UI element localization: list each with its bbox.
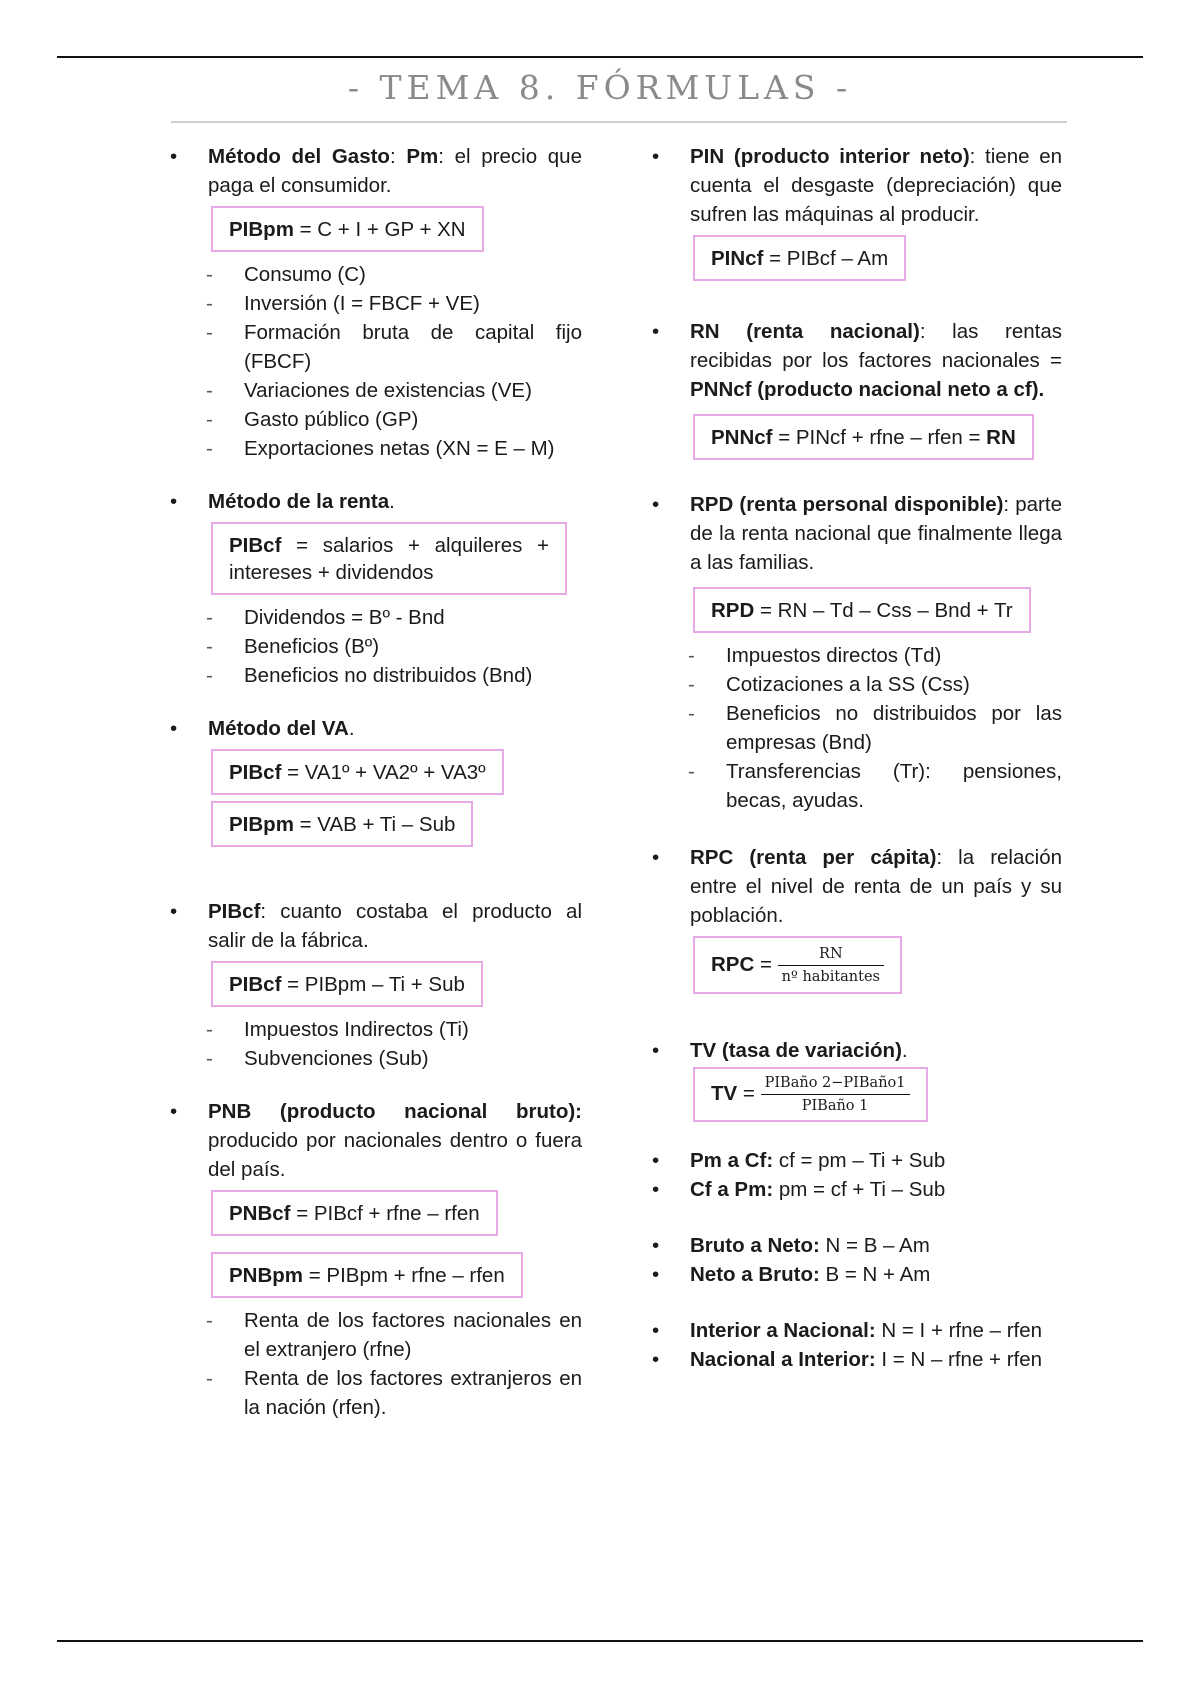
- section-desc: : la relación entre el nivel de renta de un país y su población.: [690, 846, 1062, 927]
- formula-lhs: PIBcf: [229, 534, 282, 557]
- right-column: [652, 142, 1062, 1374]
- separator: .: [348, 717, 355, 740]
- conversion-label: Bruto a Neto:: [690, 1234, 820, 1257]
- list-item: [652, 1146, 1062, 1175]
- section-desc: : el precio que paga el consumidor.: [208, 145, 582, 197]
- section-lead: [208, 714, 582, 743]
- list-item: - Impuestos directos (Td): [652, 641, 1062, 670]
- formula-rhs: = VAB + Ti – Sub: [293, 813, 456, 836]
- conversion-formula: I = N – rfne + rfen: [875, 1348, 1043, 1371]
- formula-box: [693, 414, 1034, 460]
- formula-rhs: = VA1º + VA2º + VA3º: [281, 761, 486, 784]
- bullet-icon: •: [652, 1178, 660, 1201]
- conversion-formula: pm = cf + Ti – Sub: [773, 1178, 946, 1201]
- bullet-icon: •: [170, 900, 178, 923]
- formula-rhs: = salarios + alquileres + intereses + dividendos: [229, 534, 549, 584]
- section-lead: [690, 843, 1062, 930]
- section-pin: [652, 142, 1062, 287]
- formula-box: [211, 522, 567, 595]
- fraction: [761, 1073, 910, 1116]
- bullet-icon: •: [652, 1234, 660, 1257]
- dash-list: [208, 1306, 582, 1422]
- fraction: [778, 944, 884, 987]
- formula-lhs: PNBpm: [229, 1264, 304, 1287]
- formula-box: [211, 1190, 498, 1236]
- list-item: - Renta de los factores nacionales en el extranjero (rfne): [170, 1306, 582, 1364]
- formula-rhs: = PIBcf + rfne – rfen: [290, 1202, 480, 1225]
- section-tv: [652, 1036, 1062, 1128]
- section-rpc: [652, 843, 1062, 1000]
- list-item: [652, 1175, 1062, 1204]
- section-desc: : cuanto costaba el producto al salir de la fábrica.: [208, 900, 582, 952]
- page-title: - TEMA 8. FÓRMULAS -: [347, 68, 853, 107]
- formula-box: [211, 206, 484, 252]
- bullet-icon: •: [170, 145, 178, 168]
- formula-box: [211, 1252, 523, 1298]
- section-pibcf: [170, 897, 582, 1073]
- formula-box: [693, 1067, 928, 1122]
- equals-sign: =: [754, 952, 778, 976]
- conversion-label: Pm a Cf:: [690, 1149, 774, 1172]
- dash-list: [208, 1015, 582, 1073]
- section-metodo-va: [170, 714, 582, 853]
- section-title: RPD (renta personal disponible): [690, 493, 1004, 516]
- bullet-icon: •: [652, 1263, 660, 1286]
- dash-list: [208, 603, 582, 690]
- list-item: - Gasto público (GP): [170, 405, 582, 434]
- bullet-icon: •: [652, 1348, 660, 1371]
- bullet-icon: •: [652, 493, 660, 516]
- bullet-icon: •: [170, 490, 178, 513]
- conversion-group-interior-nacional: [652, 1316, 1062, 1374]
- bullet-icon: •: [652, 846, 660, 869]
- list-item: - Exportaciones netas (XN = E – M): [170, 434, 582, 463]
- bullet-icon: •: [652, 1039, 660, 1062]
- separator: .: [901, 1039, 908, 1062]
- bottom-rule: [57, 1640, 1143, 1642]
- fraction-denominator: nº habitantes: [781, 969, 880, 985]
- conversion-formula: N = B – Am: [819, 1234, 930, 1257]
- section-desc: : tiene en cuenta el desgaste (depreciación) que sufren las máquinas al producir.: [690, 145, 1062, 226]
- formula-lhs: RPC: [711, 952, 755, 976]
- fraction-numerator: RN: [778, 944, 884, 966]
- section-title: TV (tasa de variación): [690, 1039, 902, 1062]
- title-underline: [171, 121, 1067, 123]
- separator: .: [389, 490, 395, 513]
- formula-lhs: PNBcf: [229, 1202, 291, 1225]
- equals-sign: =: [737, 1081, 761, 1105]
- bullet-icon: •: [170, 1100, 178, 1123]
- section-title: Método del VA: [208, 717, 349, 740]
- left-column: [170, 142, 582, 1422]
- section-title: Método del Gasto: [208, 145, 390, 168]
- list-item: - Beneficios no distribuidos (Bnd): [170, 661, 582, 690]
- separator: :: [389, 145, 407, 168]
- term: Pm: [406, 145, 439, 168]
- section-title: PNB (producto nacional bruto):: [208, 1100, 582, 1123]
- formula-rhs: = PIBpm + rfne – rfen: [303, 1264, 505, 1287]
- bullet-icon: •: [652, 1319, 660, 1342]
- section-desc: : parte de la renta nacional que finalmente llega a las familias.: [690, 493, 1062, 574]
- section-lead: [208, 897, 582, 955]
- section-lead: [690, 142, 1062, 229]
- formula-box: [693, 936, 902, 994]
- list-item: - Subvenciones (Sub): [170, 1044, 582, 1073]
- formula-lhs: RPD: [711, 599, 755, 622]
- list-item: - Impuestos Indirectos (Ti): [170, 1015, 582, 1044]
- section-title: RN (renta nacional): [690, 320, 920, 343]
- bullet-icon: •: [652, 145, 660, 168]
- section-desc: : las rentas recibidas por los factores nacionales =: [690, 320, 1062, 372]
- formula-box: [693, 235, 906, 281]
- conversion-label: Cf a Pm:: [690, 1178, 774, 1201]
- list-item: - Consumo (C): [170, 260, 582, 289]
- list-item: - Beneficios no distribuidos por las empresas (Bnd): [652, 699, 1062, 757]
- formula-lhs: PIBcf: [229, 973, 282, 996]
- list-item: [652, 1316, 1062, 1345]
- list-item: - Variaciones de existencias (VE): [170, 376, 582, 405]
- section-metodo-renta: [170, 487, 582, 690]
- formula-rhs: = PIBpm – Ti + Sub: [281, 973, 465, 996]
- section-title: PIBcf: [208, 900, 261, 923]
- conversion-group-pm-cf: [652, 1146, 1062, 1204]
- section-lead: [690, 317, 1062, 404]
- section-rn: [652, 317, 1062, 466]
- list-item: - Cotizaciones a la SS (Css): [652, 670, 1062, 699]
- conversion-group-bruto-neto: [652, 1231, 1062, 1289]
- section-lead: [690, 1036, 1062, 1065]
- conversion-label: Nacional a Interior:: [690, 1348, 876, 1371]
- bullet-icon: •: [652, 320, 660, 343]
- formula-lhs: PIBpm: [229, 813, 294, 836]
- conversion-formula: cf = pm – Ti + Sub: [773, 1149, 946, 1172]
- section-rpd: [652, 490, 1062, 815]
- formula-box: [211, 749, 504, 795]
- section-lead: [208, 1097, 582, 1184]
- formula-lhs: PINcf: [711, 247, 764, 270]
- list-item: - Beneficios (Bº): [170, 632, 582, 661]
- formula-lhs: PIBcf: [229, 761, 282, 784]
- section-metodo-gasto: [170, 142, 582, 463]
- list-item: [652, 1260, 1062, 1289]
- section-title: Método de la renta: [208, 490, 390, 513]
- top-rule: [57, 56, 1143, 58]
- bullet-icon: •: [170, 717, 178, 740]
- list-item: - Renta de los factores extranjeros en la nación (rfen).: [170, 1364, 582, 1422]
- list-item: - Formación bruta de capital fijo (FBCF): [170, 318, 582, 376]
- formula-rhs: = RN – Td – Css – Bnd + Tr: [754, 599, 1013, 622]
- formula-rhs: = PIBcf – Am: [763, 247, 889, 270]
- dash-list: [208, 260, 582, 463]
- formula-lhs: PNNcf: [711, 426, 773, 449]
- formula-lhs: TV: [711, 1081, 738, 1105]
- list-item: - Transferencias (Tr): pensiones, becas, ayudas.: [652, 757, 1062, 815]
- list-item: - Dividendos = Bº - Bnd: [170, 603, 582, 632]
- section-desc: producido por nacionales dentro o fuera del país.: [208, 1129, 582, 1181]
- fraction-denominator: PIBaño 1: [801, 1098, 869, 1114]
- formula-result: RN: [986, 426, 1016, 449]
- conversion-formula: N = I + rfne – rfen: [875, 1319, 1043, 1342]
- conversion-label: Interior a Nacional:: [690, 1319, 876, 1342]
- section-title: PIN (producto interior neto): [690, 145, 970, 168]
- formula-rhs: = PINcf + rfne – rfen =: [772, 426, 987, 449]
- section-desc-bold: PNNcf (producto nacional neto a cf).: [690, 378, 1045, 401]
- fraction-numerator: PIBaño 2−PIBaño1: [761, 1073, 910, 1095]
- formula-lhs: PIBpm: [229, 218, 294, 241]
- dash-list: [690, 641, 1062, 815]
- formula-box: [211, 961, 483, 1007]
- conversion-formula: B = N + Am: [819, 1263, 931, 1286]
- bullet-icon: •: [652, 1149, 660, 1172]
- section-pnb: [170, 1097, 582, 1422]
- formula-box: [211, 801, 473, 847]
- section-lead: [690, 490, 1062, 577]
- formula-rhs: = C + I + GP + XN: [293, 218, 466, 241]
- formula-box: [693, 587, 1031, 633]
- conversion-label: Neto a Bruto:: [690, 1263, 820, 1286]
- list-item: - Inversión (I = FBCF + VE): [170, 289, 582, 318]
- list-item: [652, 1345, 1062, 1374]
- section-lead: [208, 142, 582, 200]
- list-item: [652, 1231, 1062, 1260]
- section-lead: [208, 487, 582, 516]
- section-title: RPC (renta per cápita): [690, 846, 937, 869]
